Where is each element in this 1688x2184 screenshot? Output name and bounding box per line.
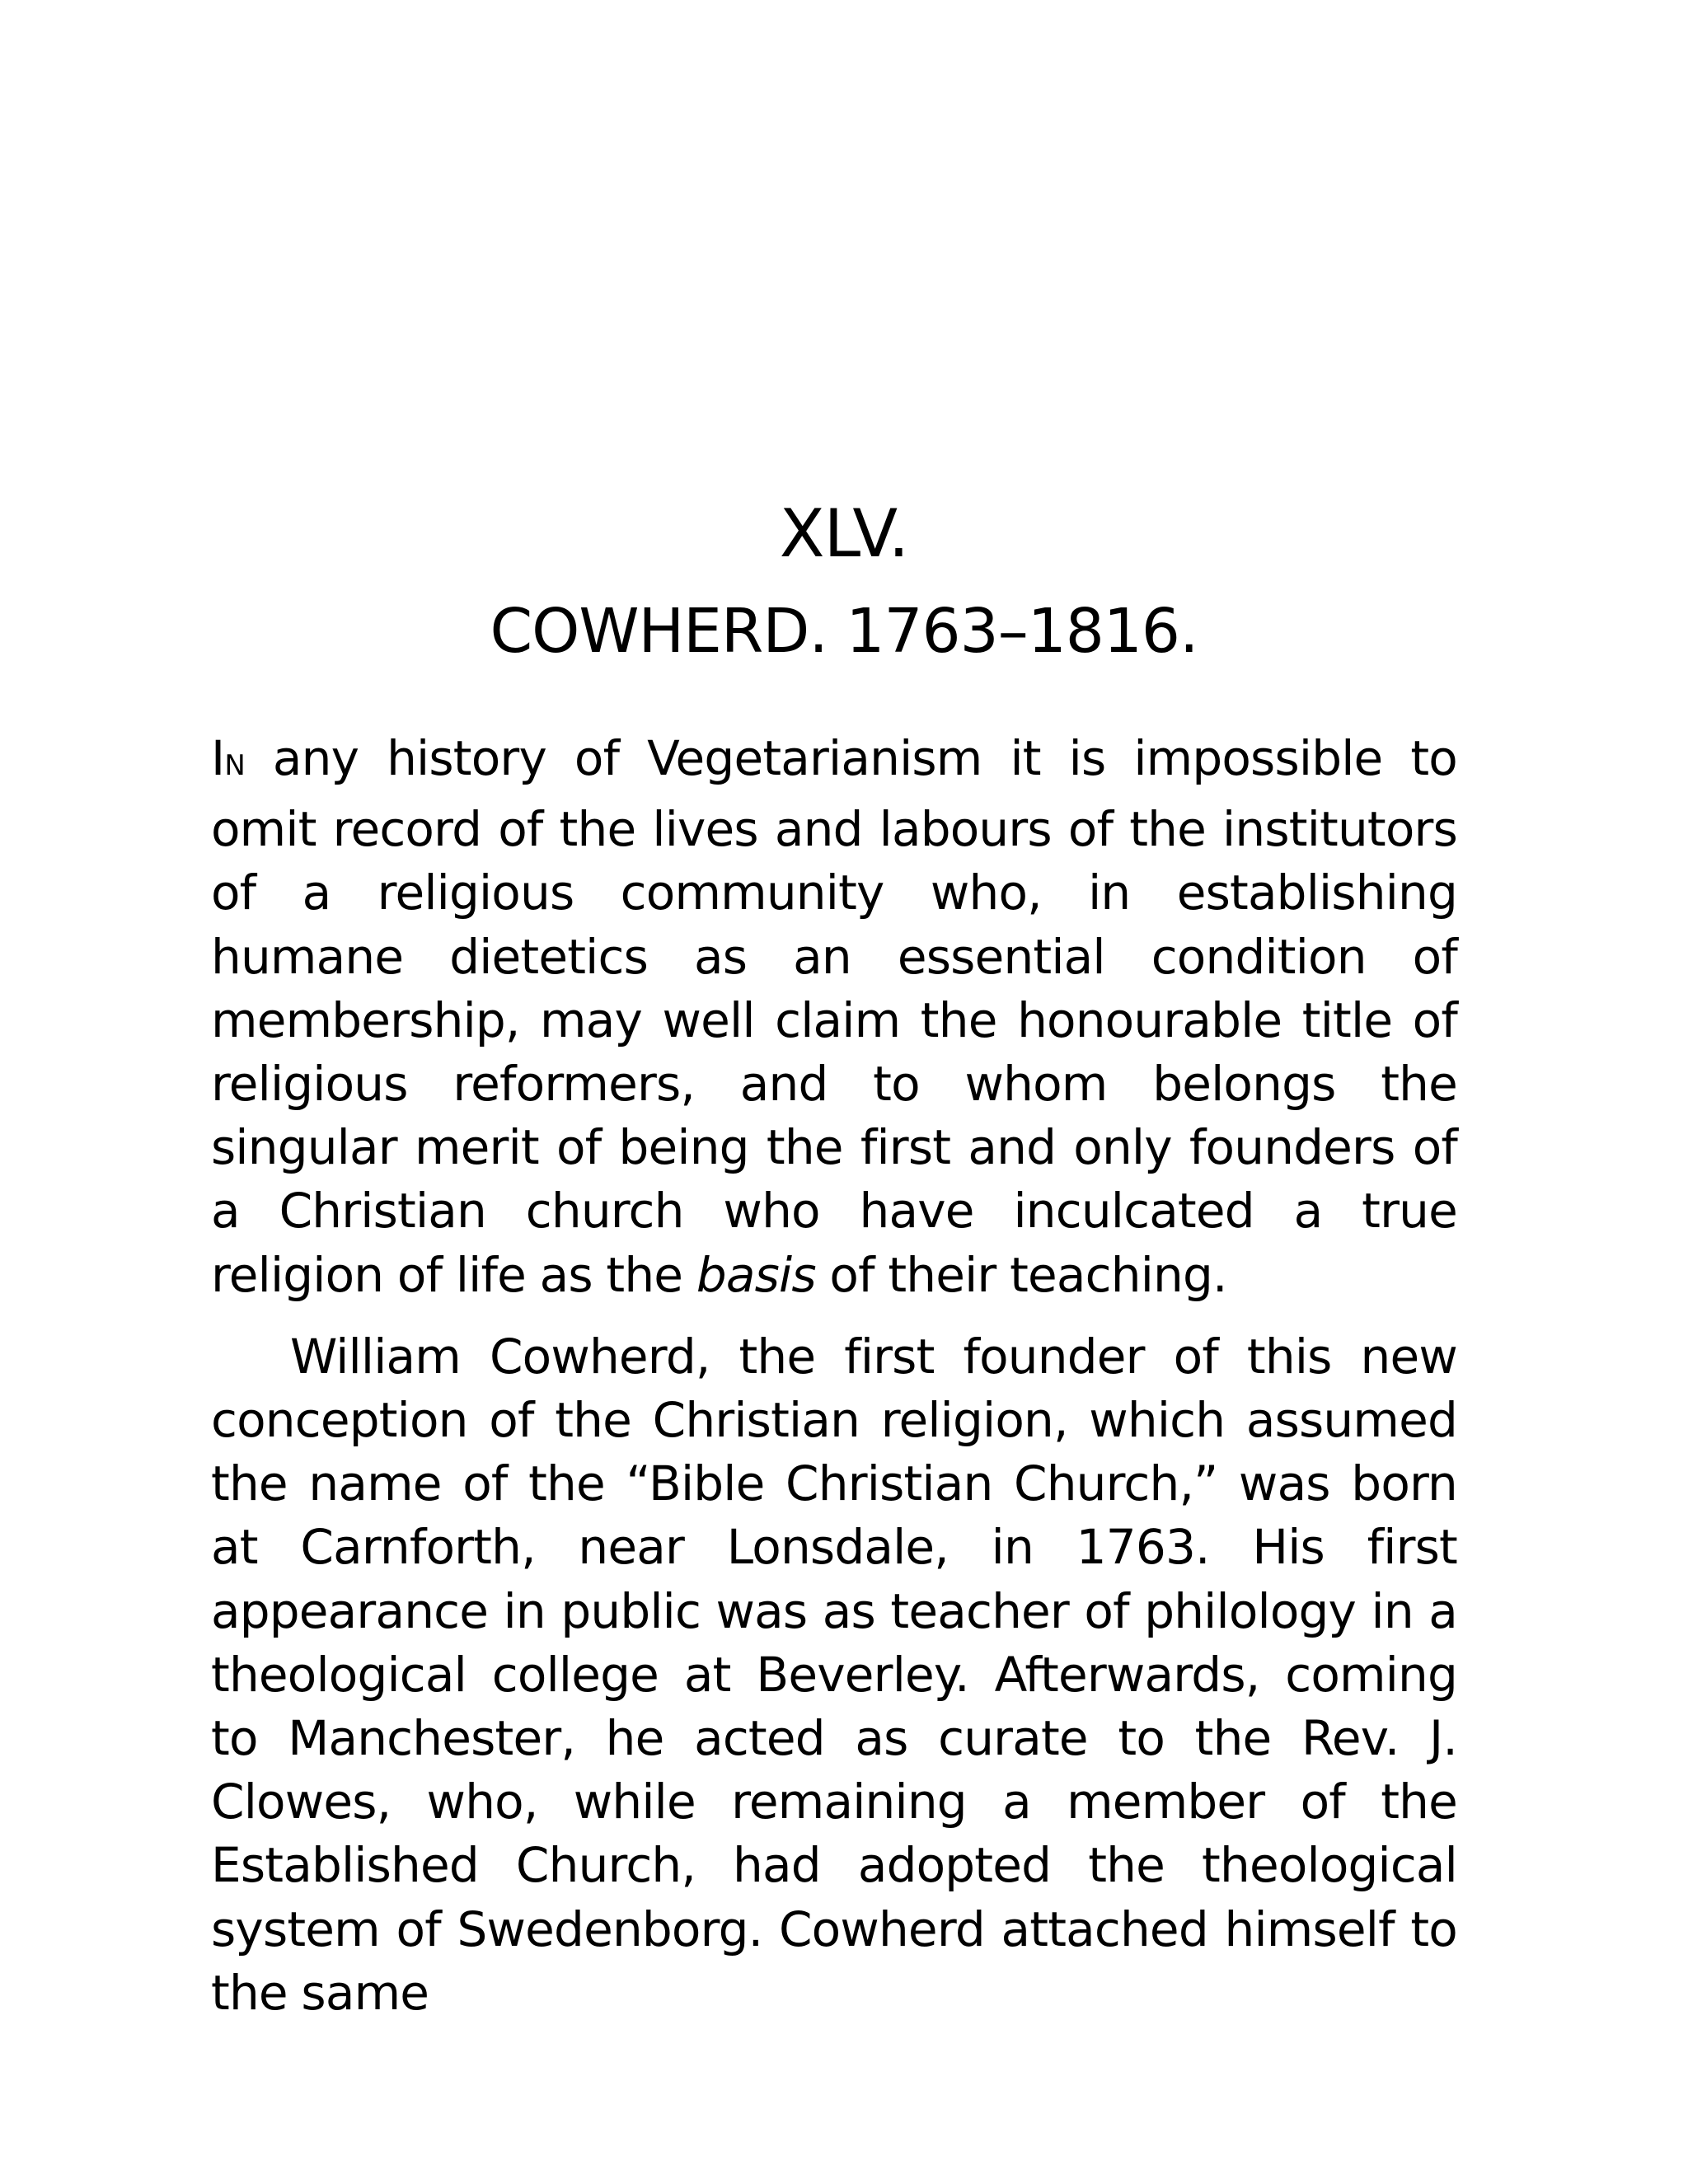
emphasis-basis: basis: [696, 1246, 816, 1303]
paragraph-1-text: any history of Vegetarianism it is impossible to omit record of the lives and labours of the institutors of a religious community who, in establishing humane dietetics as an essential condition of membership, may well claim the honourable title of religious reformers, and to whom belongs the singular merit of being the first and only founders of a Christian church who have inculcated a true religion of life as the: [211, 730, 1457, 1303]
chapter-number: XLV.: [779, 495, 909, 572]
paragraph-2: William Cowherd, the first founder of this new conception of the Christian religion, which assumed the name of the “Bible Christian Church,” was born at Carnforth, near Lonsdale, in 1763. His first appearance in public was as teacher of philology in a theological college at Beverley. Afterwards, coming to Manchester, he acted as curate to the Rev. J. Clowes, who, while remaining a member of the Established Church, had adopted the theological system of Swedenborg. Cowherd attached himself to the same: [211, 1328, 1457, 2021]
body-text: [211, 727, 1457, 2025]
drop-initial-small: N: [224, 749, 245, 782]
drop-initial: I: [211, 730, 225, 786]
paragraph-1-ending: of their teaching.: [815, 1246, 1227, 1303]
paragraph-1: [211, 727, 1457, 1307]
chapter-title: COWHERD. 1763–1816.: [490, 596, 1198, 667]
